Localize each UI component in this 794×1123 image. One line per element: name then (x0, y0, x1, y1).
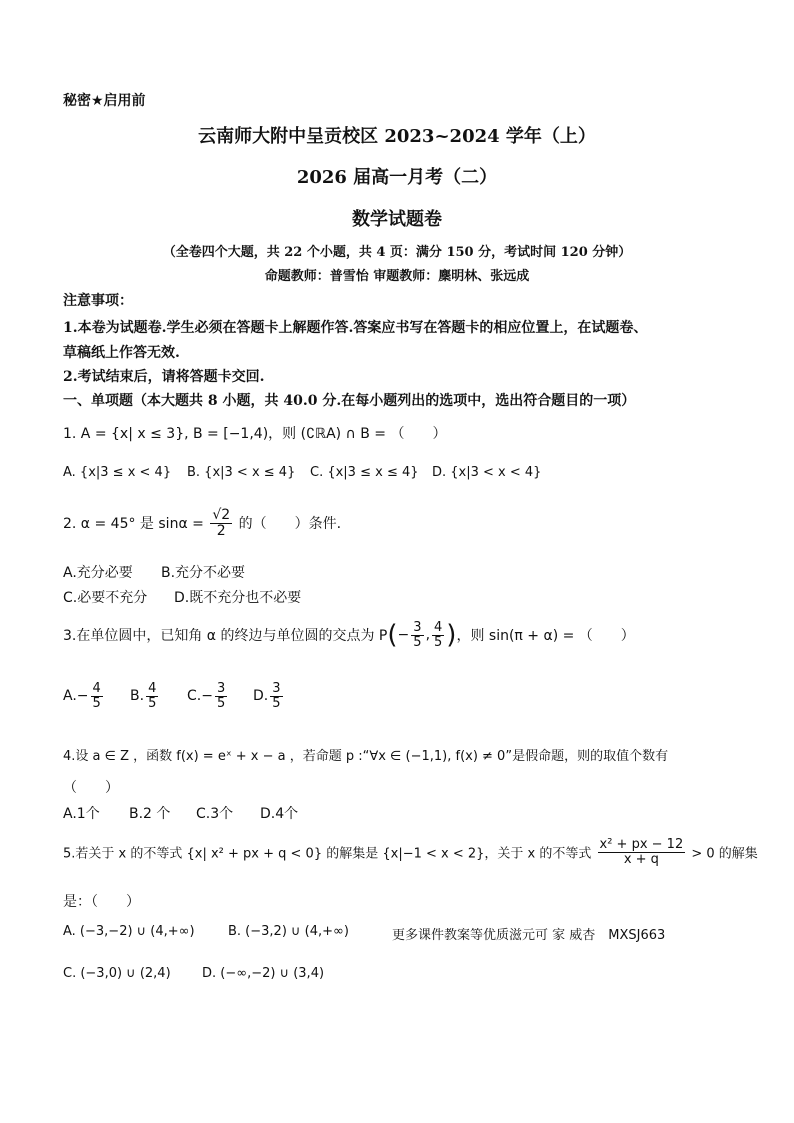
question-4-option-d: D.4个 (260, 806, 299, 822)
question-4-stem: 4.设 a ∈ Z ，函数 f(x) = eˣ + x − a ，若命题 p :“∀x ∈ (−1,1), f(x) ≠ 0”是假命题，则的取值个数有 (63, 749, 669, 764)
question-2-option-d: D.既不充分也不必要 (174, 590, 302, 606)
watermark-text: 更多课件教案等优质滋元可 家 威杏 MXSJ663 (392, 928, 666, 943)
question-5-fraction-num: x² + px − 12 (599, 837, 684, 852)
question-4-stem-cont: （ ） (63, 780, 119, 796)
question-2-option-c: C.必要不充分 (63, 590, 148, 606)
question-3-option-b: B. $\frac{4}{5}$ (130, 681, 157, 711)
question-5-stem-post: > 0 的解集 (691, 846, 758, 862)
question-5-fraction (598, 838, 686, 866)
question-5-option-d: D. (−∞,−2) ∪ (3,4) (202, 966, 325, 981)
paper-title: 数学试题卷 (352, 209, 442, 230)
question-3-stem: 3.在单位圆中，已知角 α 的终边与单位圆的交点为 P(− $\frac{3}{5}$ , $\frac{4}{5}$ )，则 sin(π + α) = （ ） (63, 619, 635, 650)
question-4-option-b: B.2 个 (129, 806, 171, 822)
question-3-point-x-sign: − (397, 627, 410, 643)
question-3-point-x (411, 621, 423, 649)
question-1-option-a: A. {x|3 ≤ x < 4} (63, 465, 172, 480)
question-5-stem (63, 838, 758, 866)
notice-item-2: 2.考试结束后，请将答题卡交回. (63, 369, 265, 385)
question-5-option-c: C. (−3,0) ∪ (2,4) (63, 966, 171, 981)
question-2-stem-post: 的（ ）条件. (238, 516, 342, 533)
section-1-heading: 一、单项题（本大题共 8 小题，共 40.0 分.在每小题列出的选项中，选出符合题目的一项） (63, 393, 636, 409)
exam-subtitle: 2026 届高一月考（二） (296, 167, 498, 188)
question-2-fraction-num: √2 (212, 507, 231, 523)
question-3-point-y (432, 621, 444, 649)
question-4-option-c: C.3个 (196, 806, 234, 822)
question-1-option-c: C. {x|3 ≤ x ≤ 4} (310, 465, 419, 480)
question-5-option-b: B. (−3,2) ∪ (4,+∞) (228, 924, 349, 939)
question-5-fraction-den: x + q (623, 851, 659, 867)
question-4-option-a: A.1个 (63, 806, 100, 822)
notice-heading: 注意事项： (63, 293, 133, 309)
question-2-option-b: B.充分不必要 (161, 565, 246, 581)
question-1-option-d: D. {x|3 < x < 4} (432, 465, 542, 480)
question-1-option-b: B. {x|3 < x ≤ 4} (187, 465, 296, 480)
question-2-stem-pre: 2. α = 45° 是 sinα = (63, 516, 204, 533)
notice-item-1: 1.本卷为试题卷.学生必须在答题卡上解题作答.答案应书写在答题卡的相应位置上，在试题卷、 (63, 320, 648, 336)
secret-label: 秘密★启用前 (63, 93, 146, 109)
teachers-line: 命题教师：普雪怡 审题教师：麇明林、张远成 (264, 269, 530, 284)
question-3-stem-post: ，则 sin(π + α) = （ ） (456, 628, 635, 644)
question-2-stem (63, 508, 341, 538)
question-5-option-a: A. (−3,−2) ∪ (4,+∞) (63, 924, 195, 939)
question-2-fraction (210, 508, 232, 538)
question-2-fraction-den: 2 (216, 522, 226, 539)
question-3-option-c: C.− $\frac{3}{5}$ (187, 681, 226, 711)
question-3-point-x-num: 3 (413, 619, 422, 635)
question-3-option-a: A.− $\frac{4}{5}$ (63, 681, 101, 711)
question-3-option-d: D. $\frac{3}{5}$ (253, 681, 281, 711)
question-3-point-y-den: 5 (434, 634, 443, 650)
notice-item-1-cont: 草稿纸上作答无效. (63, 345, 180, 361)
question-3-stem-pre: 3.在单位圆中，已知角 α 的终边与单位圆的交点为 P (63, 628, 388, 644)
question-5-stem-pre: 5.若关于 x 的不等式 {x| x² + px + q < 0} 的解集是 {x|−1 < x < 2}，关于 x 的不等式 (63, 846, 592, 862)
question-5-stem-cont: 是：（ ） (63, 894, 140, 910)
exam-title: 云南师大附中呈贡校区 2023~2024 学年（上） (198, 126, 596, 147)
question-3-options (63, 682, 285, 710)
question-1-stem: 1. A = {x| x ≤ 3}, B = [−1,4)，则 (∁ℝA) ∩ B = （ ） (63, 426, 447, 442)
question-2-option-a: A.充分必要 (63, 565, 133, 581)
question-3-point-y-num: 4 (434, 619, 443, 635)
exam-info: （全卷四个大题，共 22 个小题，共 4 页：满分 150 分，考试时间 120 分钟） (162, 245, 632, 260)
question-3-point-x-den: 5 (413, 634, 422, 650)
